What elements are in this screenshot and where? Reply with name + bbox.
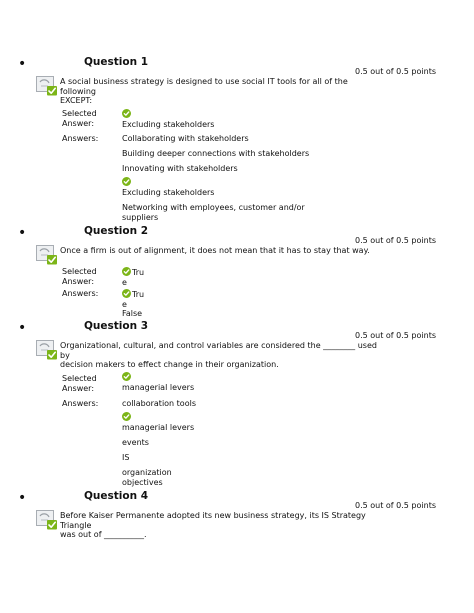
selected-answer <box>122 109 322 130</box>
answer-option: Networking with employees, customer and/or suppliers <box>122 203 305 222</box>
question-text-line: EXCEPT: <box>60 96 93 105</box>
selected-answer-text: managerial levers <box>122 383 195 392</box>
bullet: • <box>18 490 27 506</box>
question-text <box>60 246 385 256</box>
answer-option-text: managerial levers <box>122 423 195 432</box>
bullet: • <box>18 225 27 241</box>
answer-option: Collaborating with stakeholders <box>122 134 249 143</box>
question-text-line: Organizational, cultural, and control variables are considered the ________ used by <box>60 341 377 360</box>
answer-option: IS <box>122 453 130 462</box>
selected-answer-label: Selected Answer: <box>62 109 97 128</box>
correct-question-icon <box>36 76 58 96</box>
question-text-line: Once a firm is out of alignment, it does not mean that it has to stay that way. <box>60 246 370 255</box>
question-text-line: A social business strategy is designed to use social IT tools for all of the following <box>60 77 348 96</box>
answer-option: False <box>122 309 143 318</box>
answers-label: Answers: <box>62 134 99 143</box>
question-title: Question 4 <box>84 490 149 502</box>
selected-answer-label: Selected Answer: <box>62 267 97 286</box>
question-points: 0.5 out of 0.5 points <box>355 67 436 76</box>
question-title: Question 2 <box>84 225 149 237</box>
question-text <box>60 341 385 370</box>
correct-check-icon <box>122 267 131 276</box>
answers-label: Answers: <box>62 399 99 408</box>
bullet: • <box>18 320 27 336</box>
question-text-line: Before Kaiser Permanente adopted its new business strategy, its IS Strategy Triangle <box>60 511 366 530</box>
question-title: Question 3 <box>84 320 149 332</box>
question-points: 0.5 out of 0.5 points <box>355 236 436 245</box>
answer-option: Innovating with stakeholders <box>122 164 238 173</box>
correct-question-icon <box>36 245 58 265</box>
question-text-line: decision makers to effect change in their organization. <box>60 360 279 369</box>
correct-check-icon <box>122 372 131 381</box>
selected-answer-text: Excluding stakeholders <box>122 120 215 129</box>
answer-option: events <box>122 438 149 447</box>
correct-question-icon <box>36 510 58 530</box>
correct-check-icon <box>122 177 131 186</box>
question-text-line: was out of __________. <box>60 530 147 539</box>
selected-answer <box>122 372 322 393</box>
correct-check-icon <box>122 289 131 298</box>
selected-answer-label: Selected Answer: <box>62 374 97 393</box>
answer-option-correct <box>122 412 322 433</box>
answer-option-correct <box>122 177 322 198</box>
correct-check-icon <box>122 109 131 118</box>
answer-option: organization objectives <box>122 468 172 487</box>
answer-option-correct: Tru e <box>122 290 145 309</box>
answers-label: Answers: <box>62 289 99 298</box>
question-title: Question 1 <box>84 56 149 68</box>
correct-question-icon <box>36 340 58 360</box>
question-points: 0.5 out of 0.5 points <box>355 501 436 510</box>
answer-option-text: Excluding stakeholders <box>122 188 215 197</box>
question-text <box>60 77 385 106</box>
selected-answer: Tru e <box>122 268 145 287</box>
question-text <box>60 511 385 540</box>
question-points: 0.5 out of 0.5 points <box>355 331 436 340</box>
bullet: • <box>18 56 27 72</box>
correct-check-icon <box>122 412 131 421</box>
answer-option: collaboration tools <box>122 399 196 408</box>
answer-option: Building deeper connections with stakeholders <box>122 149 310 158</box>
